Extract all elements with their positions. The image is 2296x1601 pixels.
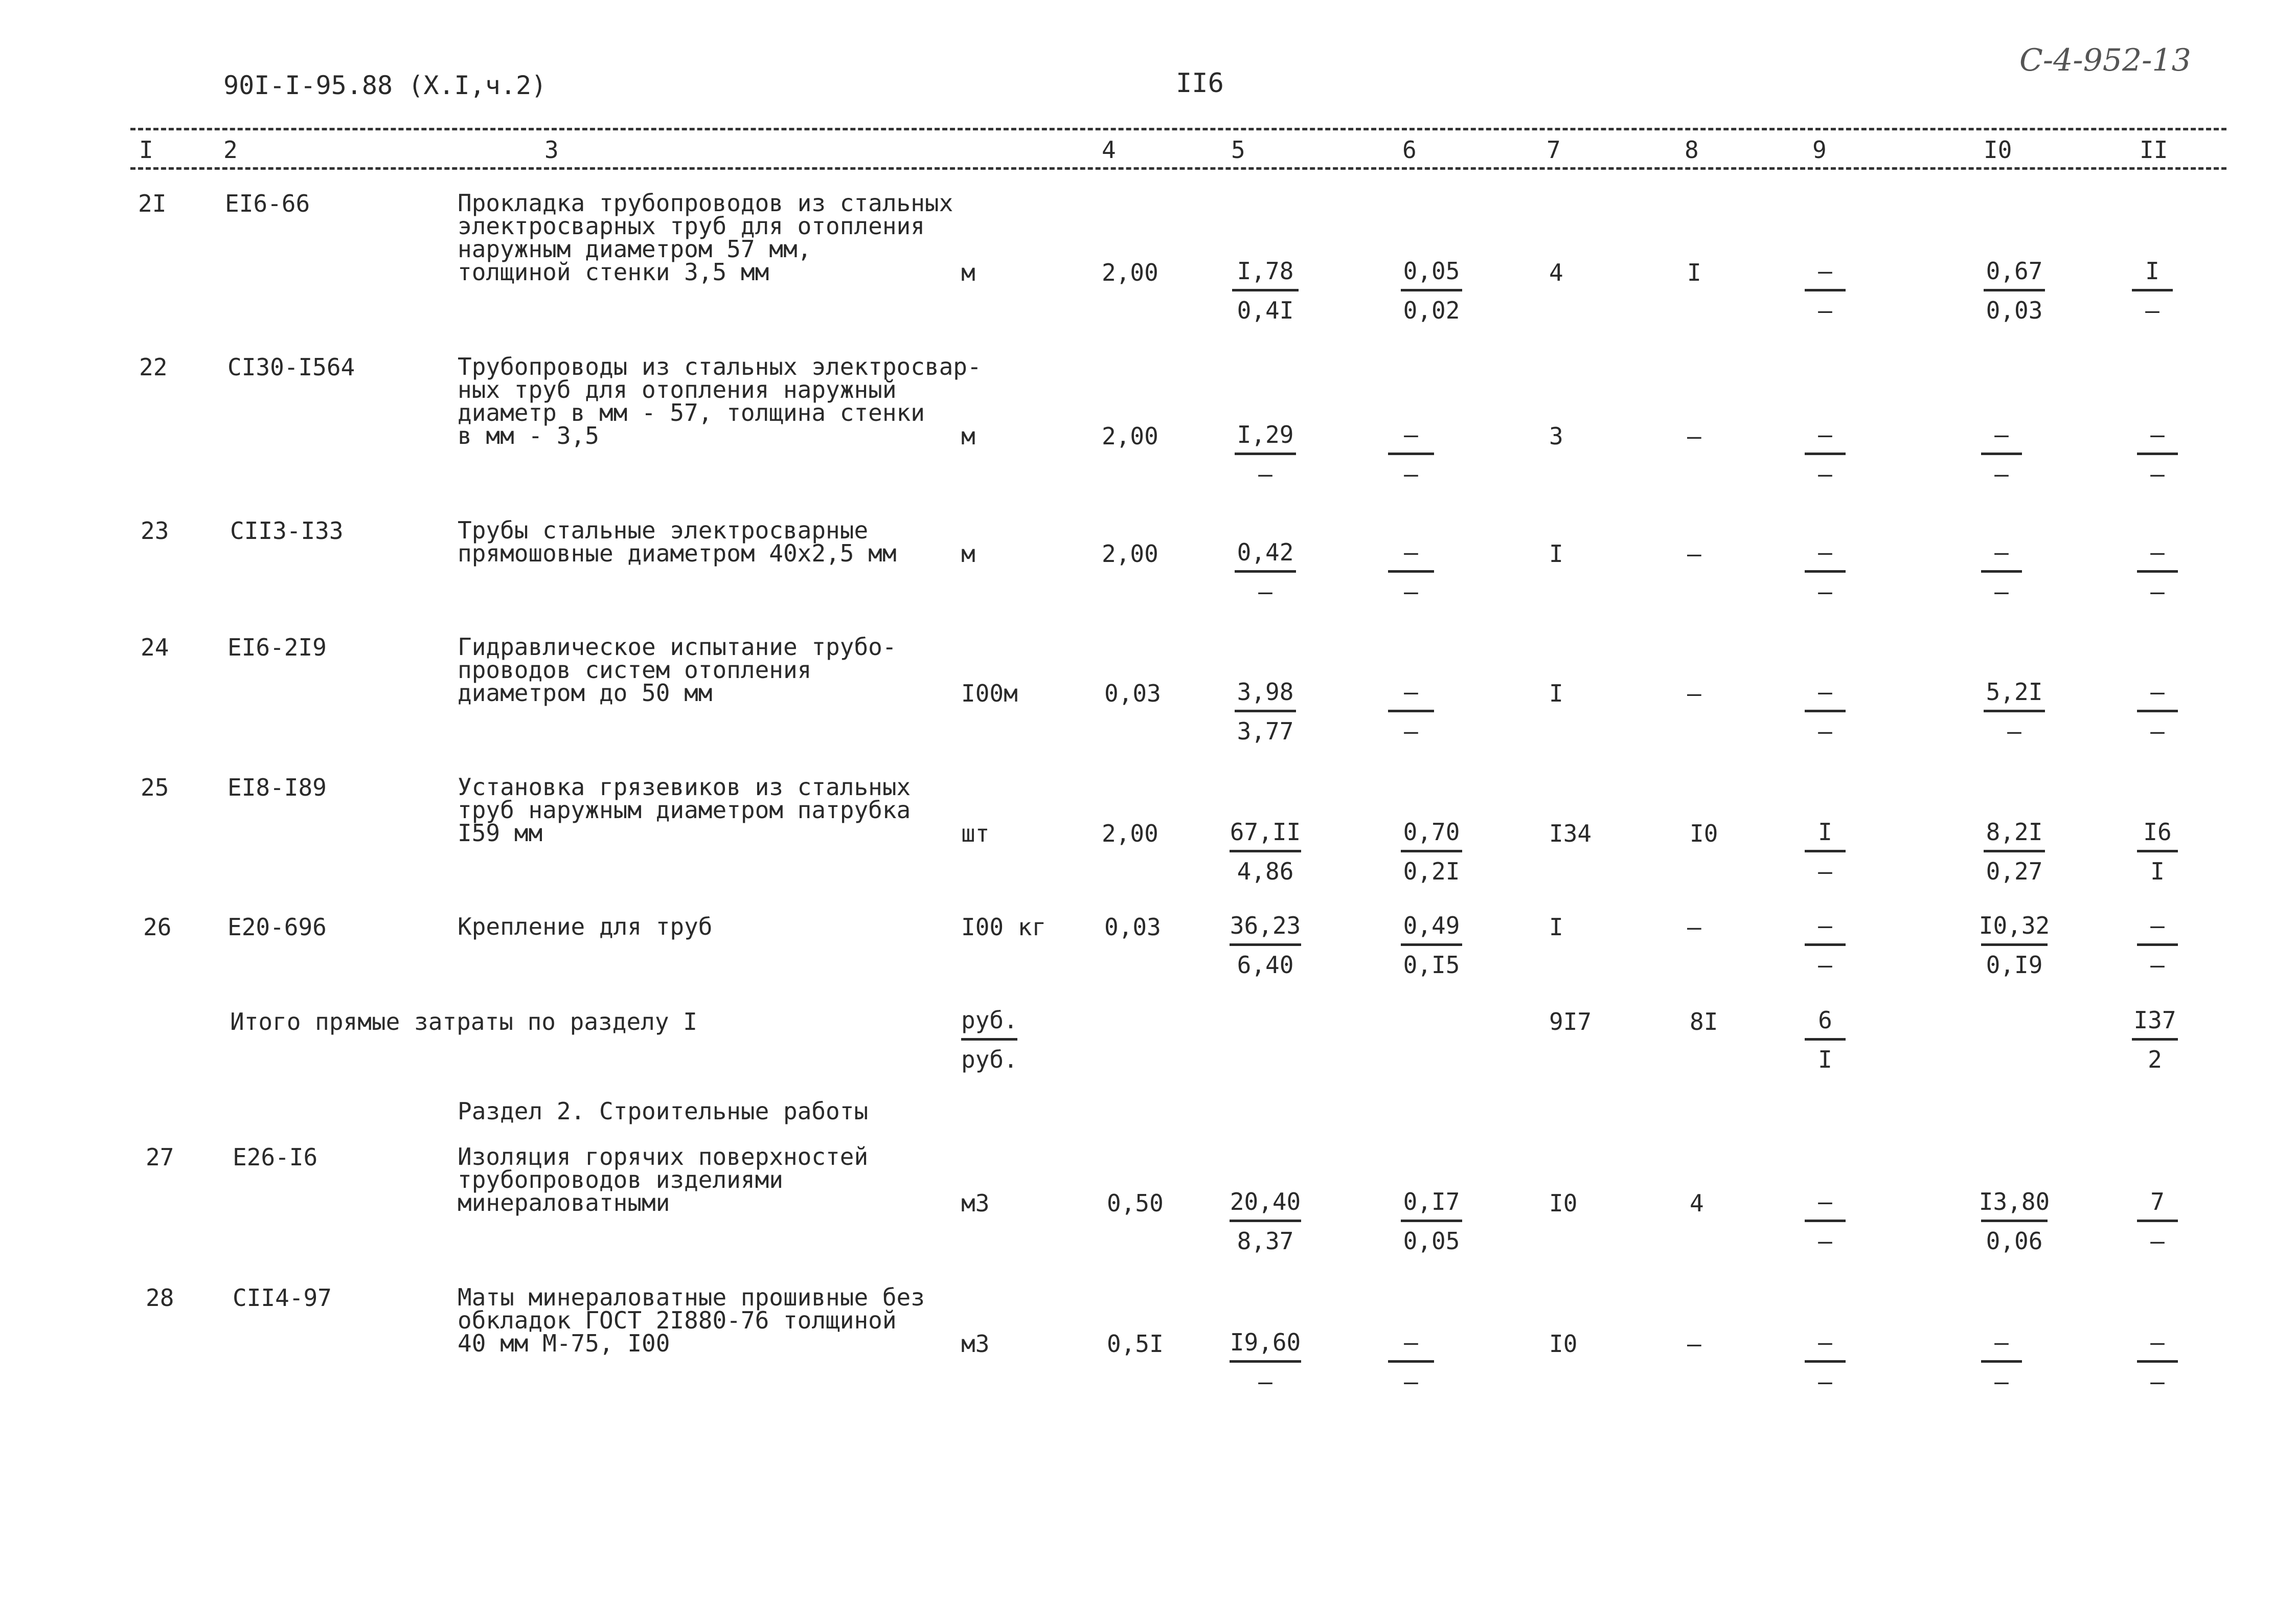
row-number: 27	[146, 1143, 174, 1171]
col9-top: –	[1818, 257, 1832, 285]
col9-value	[1800, 422, 1851, 487]
col9-top: –	[1818, 912, 1832, 939]
col6-value	[1385, 422, 1437, 487]
col11-value	[2132, 913, 2183, 978]
col7-value: I0	[1549, 1189, 1578, 1217]
col10-bottom: 0,I9	[1986, 951, 2043, 979]
col10-top: –	[1994, 538, 2009, 566]
col-header-2: 2	[223, 136, 238, 164]
col5-value	[1224, 1329, 1306, 1394]
col7-value: 4	[1549, 259, 1563, 286]
col5-bottom: 0,4I	[1237, 297, 1294, 324]
col10-value	[1973, 913, 2055, 978]
col10-top: 5,2I	[1986, 678, 2043, 706]
col9-value	[1800, 258, 1851, 323]
total-col9	[1800, 1007, 1851, 1072]
quantity: 2,00	[1102, 820, 1158, 847]
col9-bottom: –	[1818, 460, 1832, 488]
col11-bottom: –	[2150, 460, 2165, 488]
total-unit-top: руб.	[961, 1006, 1018, 1034]
row-number: 24	[141, 634, 169, 661]
total-unit-bottom: руб.	[961, 1046, 1018, 1073]
norm-code: EI6-66	[225, 190, 310, 217]
col10-value	[1973, 679, 2055, 744]
col9-value	[1800, 819, 1851, 884]
header-rule-top	[130, 128, 2226, 130]
col5-top: I,29	[1237, 421, 1294, 448]
total-col8: 8I	[1690, 1008, 1718, 1035]
col10-top: –	[1994, 1328, 2009, 1356]
quantity: 2,00	[1102, 259, 1158, 286]
col11-value	[2127, 258, 2178, 323]
col7-value: I34	[1549, 820, 1592, 847]
col-header-8: 8	[1685, 136, 1699, 164]
col11-top: 7	[2150, 1188, 2165, 1215]
col11-top: I6	[2143, 818, 2172, 846]
col11-value	[2132, 1189, 2183, 1254]
work-description: Крепление для труб	[458, 913, 713, 940]
col8-value: –	[1687, 680, 1701, 707]
unit: м3	[961, 1330, 990, 1358]
col6-top: 0,05	[1403, 257, 1460, 285]
col9-bottom: –	[1818, 297, 1832, 324]
col6-bottom: 0,02	[1403, 297, 1460, 324]
col5-value	[1224, 913, 1306, 978]
col-header-10: I0	[1984, 136, 2012, 164]
col5-bottom: –	[1258, 578, 1272, 605]
norm-code: EI8-I89	[228, 774, 327, 801]
col6-value	[1385, 1329, 1437, 1394]
col10-value	[1976, 1329, 2027, 1394]
quantity: 0,5I	[1107, 1330, 1164, 1358]
col9-bottom: –	[1818, 1227, 1832, 1255]
work-description: Изоляция горячих поверхностей трубопроводов изделиями минераловатными	[458, 1143, 869, 1216]
col9-bottom: –	[1818, 951, 1832, 979]
document-code: 90I-I-95.88 (X.I,ч.2)	[223, 71, 547, 100]
col5-value	[1224, 422, 1306, 487]
col5-bottom: 6,40	[1237, 951, 1294, 979]
total-col11-top: I37	[2133, 1006, 2176, 1034]
col10-bottom: –	[1994, 460, 2009, 488]
col11-top: –	[2150, 1328, 2165, 1356]
col5-bottom: –	[1258, 460, 1272, 488]
col6-bottom: 0,05	[1403, 1227, 1460, 1255]
header-rule-bottom	[130, 167, 2226, 170]
section-heading: Раздел 2. Строительные работы	[458, 1097, 869, 1125]
col7-value: 3	[1549, 422, 1563, 450]
col6-value	[1391, 913, 1472, 978]
work-description: Трубы стальные электросварные прямошовные диаметром 40х2,5 мм	[458, 516, 897, 567]
row-number: 23	[141, 517, 169, 545]
row-number: 26	[143, 913, 172, 941]
col11-bottom: –	[2150, 578, 2165, 605]
col-header-7: 7	[1547, 136, 1561, 164]
quantity: 0,03	[1104, 913, 1161, 941]
col8-value: –	[1687, 422, 1701, 450]
unit: м	[961, 259, 975, 286]
col5-top: 36,23	[1230, 912, 1301, 939]
norm-code: CI30-I564	[228, 353, 355, 381]
work-description: Установка грязевиков из стальных труб наружным диаметром патрубка I59 мм	[458, 773, 911, 847]
col9-top: –	[1818, 538, 1832, 566]
col9-value	[1800, 679, 1851, 744]
col5-top: 20,40	[1230, 1188, 1301, 1215]
col9-value	[1800, 913, 1851, 978]
unit: шт	[961, 820, 990, 847]
col5-top: I9,60	[1230, 1328, 1301, 1356]
col10-top: –	[1994, 421, 2009, 448]
col5-value	[1224, 1189, 1306, 1254]
unit: I00 кг	[961, 913, 1047, 941]
col10-bottom: 0,27	[1986, 858, 2043, 885]
col11-value	[2132, 679, 2183, 744]
total-col9-top: 6	[1818, 1006, 1832, 1034]
col9-value	[1800, 539, 1851, 604]
col5-value	[1224, 539, 1306, 604]
col10-top: I3,80	[1979, 1188, 2050, 1215]
col5-bottom: 8,37	[1237, 1227, 1294, 1255]
col7-value: I	[1549, 913, 1563, 941]
col8-value: I0	[1690, 820, 1718, 847]
norm-code: E20-696	[228, 913, 327, 941]
page-number: II6	[1176, 68, 1224, 99]
col11-value	[2132, 819, 2183, 884]
unit: м	[961, 540, 975, 568]
col10-top: 8,2I	[1986, 818, 2043, 846]
col10-bottom: 0,06	[1986, 1227, 2043, 1255]
row-number: 28	[146, 1284, 174, 1312]
col6-top: 0,70	[1403, 818, 1460, 846]
col11-top: –	[2150, 678, 2165, 706]
col8-value: –	[1687, 1330, 1701, 1358]
col9-bottom: –	[1818, 578, 1832, 605]
col5-value	[1224, 679, 1306, 744]
col10-top: I0,32	[1979, 912, 2050, 939]
col-header-5: 5	[1231, 136, 1245, 164]
unit: м3	[961, 1189, 990, 1217]
col6-bottom: –	[1404, 460, 1418, 488]
col6-value	[1391, 1189, 1472, 1254]
total-label: Итого прямые затраты по разделу I	[230, 1008, 697, 1035]
quantity: 0,50	[1107, 1189, 1164, 1217]
col5-top: 3,98	[1237, 678, 1294, 706]
col9-bottom: –	[1818, 858, 1832, 885]
col7-value: I0	[1549, 1330, 1578, 1358]
col6-value	[1391, 819, 1472, 884]
col6-value	[1391, 258, 1472, 323]
quantity: 2,00	[1102, 422, 1158, 450]
col10-value	[1973, 819, 2055, 884]
total-col11	[2127, 1007, 2183, 1072]
col8-value: –	[1687, 913, 1701, 941]
col10-top: 0,67	[1986, 257, 2043, 285]
col-header-1: I	[139, 136, 153, 164]
col5-bottom: 3,77	[1237, 717, 1294, 745]
row-number: 22	[139, 353, 168, 381]
col6-bottom: –	[1404, 578, 1418, 605]
col5-top: 0,42	[1237, 538, 1294, 566]
col8-value: –	[1687, 540, 1701, 568]
col9-top: I	[1818, 818, 1832, 846]
col8-value: I	[1687, 259, 1701, 286]
unit: I00м	[961, 680, 1018, 707]
col5-bottom: 4,86	[1237, 858, 1294, 885]
col9-bottom: –	[1818, 1368, 1832, 1395]
col10-value	[1973, 1189, 2055, 1254]
col11-bottom: –	[2150, 717, 2165, 745]
row-number: 2I	[138, 190, 167, 217]
quantity: 2,00	[1102, 540, 1158, 568]
col11-top: I	[2145, 257, 2159, 285]
col-header-6: 6	[1402, 136, 1417, 164]
col6-top: –	[1404, 678, 1418, 706]
total-col11-bottom: 2	[2148, 1046, 2162, 1073]
col8-value: 4	[1690, 1189, 1704, 1217]
row-number: 25	[141, 774, 169, 801]
total-col7: 9I7	[1549, 1008, 1592, 1035]
col6-bottom: –	[1404, 1368, 1418, 1395]
col6-top: –	[1404, 538, 1418, 566]
col6-bottom: 0,I5	[1403, 951, 1460, 979]
col5-top: 67,II	[1230, 818, 1301, 846]
col5-value	[1224, 258, 1306, 323]
col10-bottom: 0,03	[1986, 297, 2043, 324]
col-header-11: II	[2140, 136, 2168, 164]
col11-bottom: –	[2145, 297, 2159, 324]
norm-code: CII4-97	[233, 1284, 332, 1312]
col10-bottom: –	[1994, 1368, 2009, 1395]
col11-top: –	[2150, 912, 2165, 939]
col9-top: –	[1818, 1188, 1832, 1215]
col11-bottom: I	[2150, 858, 2165, 885]
col9-value	[1800, 1189, 1851, 1254]
col11-value	[2132, 1329, 2183, 1394]
col10-bottom: –	[2007, 717, 2021, 745]
quantity: 0,03	[1104, 680, 1161, 707]
col11-top: –	[2150, 538, 2165, 566]
col6-top: 0,49	[1403, 912, 1460, 939]
col9-top: –	[1818, 1328, 1832, 1356]
col11-top: –	[2150, 421, 2165, 448]
col6-bottom: –	[1404, 717, 1418, 745]
col-header-9: 9	[1812, 136, 1827, 164]
col9-value	[1800, 1329, 1851, 1394]
col11-value	[2132, 539, 2183, 604]
work-description: Гидравлическое испытание трубо- проводов систем отопления диаметром до 50 мм	[458, 633, 897, 707]
total-unit	[961, 1007, 1022, 1072]
col9-bottom: –	[1818, 717, 1832, 745]
col6-top: –	[1404, 1328, 1418, 1356]
col6-value	[1385, 679, 1437, 744]
col7-value: I	[1549, 680, 1563, 707]
handwritten-stamp: С-4-952-13	[2019, 42, 2191, 78]
col5-top: I,78	[1237, 257, 1294, 285]
col11-value	[2132, 422, 2183, 487]
col6-top: –	[1404, 421, 1418, 448]
col10-value	[1976, 539, 2027, 604]
col10-value	[1973, 258, 2055, 323]
norm-code: E26-I6	[233, 1143, 318, 1171]
col-header-3: 3	[544, 136, 559, 164]
col-header-4: 4	[1102, 136, 1116, 164]
col11-bottom: –	[2150, 1227, 2165, 1255]
col6-top: 0,I7	[1403, 1188, 1460, 1215]
col6-bottom: 0,2I	[1403, 858, 1460, 885]
work-description: Трубопроводы из стальных электросвар- ных труб для отопления наружный диаметр в мм - 57, толщина стенки в мм - 3,5	[458, 353, 982, 449]
unit: м	[961, 422, 975, 450]
col5-value	[1224, 819, 1306, 884]
work-description: Прокладка трубопроводов из стальных электросварных труб для отопления наружным диаметром 57 мм, толщиной стенки 3,5 мм	[458, 189, 953, 286]
col10-value	[1976, 422, 2027, 487]
col6-value	[1385, 539, 1437, 604]
col9-top: –	[1818, 421, 1832, 448]
col5-bottom: –	[1258, 1368, 1272, 1395]
total-col9-bottom: I	[1818, 1046, 1832, 1073]
norm-code: CII3-I33	[230, 517, 344, 545]
col9-top: –	[1818, 678, 1832, 706]
work-description: Маты минераловатные прошивные без обкладок ГОСТ 2I880-76 толщиной 40 мм М-75, I00	[458, 1283, 925, 1357]
col10-bottom: –	[1994, 578, 2009, 605]
col11-bottom: –	[2150, 951, 2165, 979]
col7-value: I	[1549, 540, 1563, 568]
norm-code: EI6-2I9	[228, 634, 327, 661]
col11-bottom: –	[2150, 1368, 2165, 1395]
